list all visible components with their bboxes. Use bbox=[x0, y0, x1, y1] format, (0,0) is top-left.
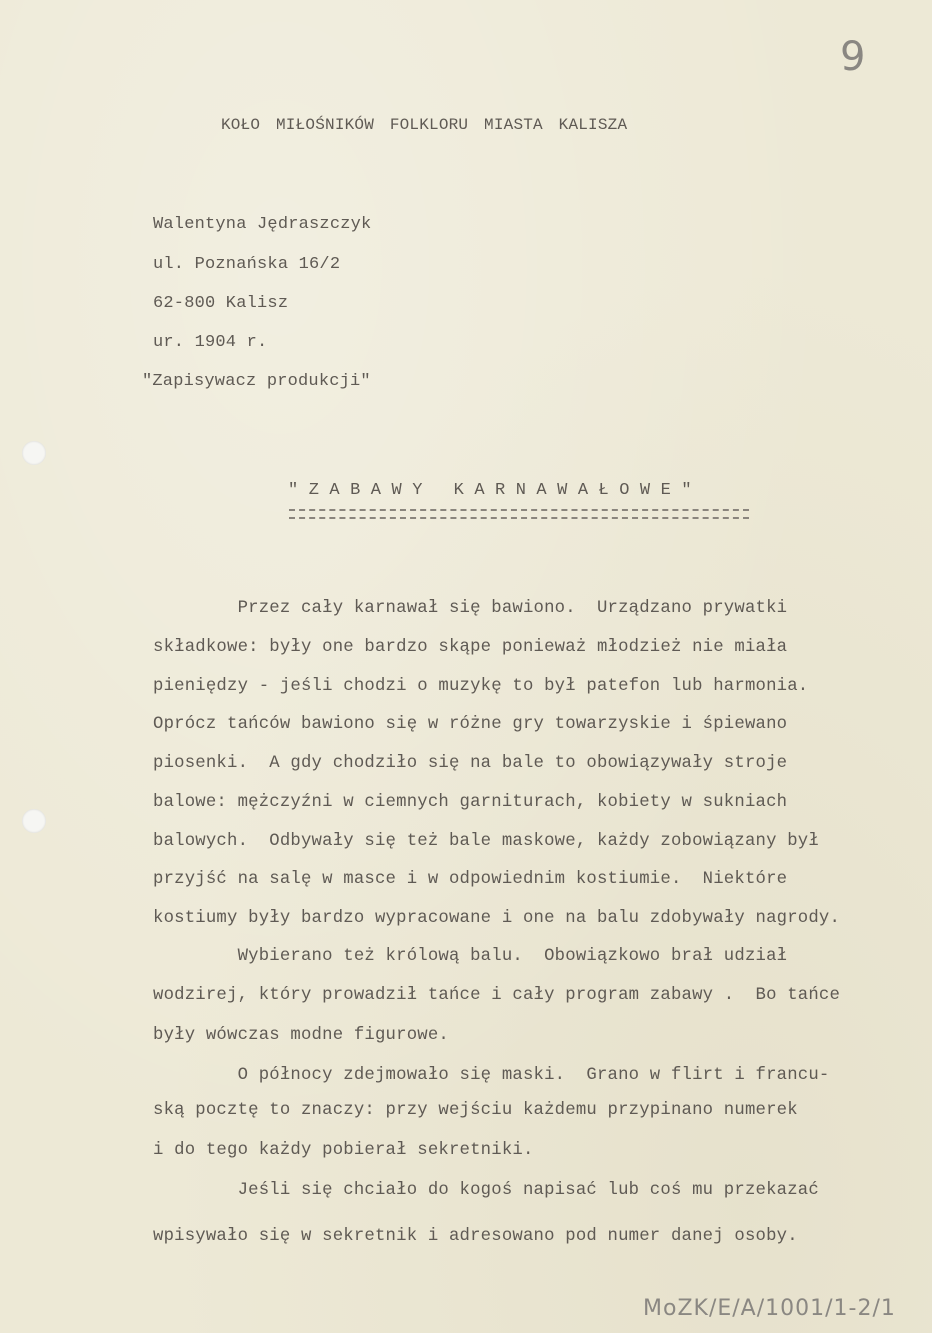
body-line: O północy zdejmowało się maski. Grano w flirt i francu- bbox=[153, 1066, 830, 1085]
body-line: Wybierano też królową balu. Obowiązkowo brał udział bbox=[153, 947, 788, 966]
body-line: balowych. Odbywały się też bale maskowe, każdy zobowiązany był bbox=[153, 832, 819, 851]
informant-name: Walentyna Jędraszczyk bbox=[153, 215, 372, 234]
punch-hole-bottom bbox=[22, 809, 46, 833]
archive-signature: MoZK/E/A/1001/1-2/1 bbox=[643, 1296, 896, 1321]
body-line: Przez cały karnawał się bawiono. Urządzano prywatki bbox=[153, 599, 788, 618]
body-line: przyjść na salę w masce i w odpowiednim kostiumie. Niektóre bbox=[153, 870, 788, 889]
body-line: piosenki. A gdy chodziło się na bale to obowiązywały stroje bbox=[153, 754, 788, 773]
body-line: pieniędzy - jeśli chodzi o muzykę to był patefon lub harmonia. bbox=[153, 677, 809, 696]
body-line: składkowe: były one bardzo skąpe ponieważ młodzież nie miała bbox=[153, 638, 788, 657]
body-line: były wówczas modne figurowe. bbox=[153, 1026, 449, 1045]
body-line: wodzirej, który prowadził tańce i cały program zabawy . Bo tańce bbox=[153, 986, 841, 1005]
title-double-underline bbox=[289, 509, 749, 519]
handwritten-page-number: 9 bbox=[840, 34, 866, 80]
body-line: kostiumy były bardzo wypracowane i one na balu zdobywały nagrody. bbox=[153, 909, 841, 928]
body-line: Oprócz tańców bawiono się w różne gry towarzyskie i śpiewano bbox=[153, 715, 788, 734]
organization-header: KOŁO MIŁOŚNIKÓW FOLKLORU MIASTA KALISZA bbox=[221, 116, 628, 134]
informant-city: 62-800 Kalisz bbox=[153, 294, 289, 313]
body-line: balowe: mężczyźni w ciemnych garniturach, kobiety w sukniach bbox=[153, 793, 788, 812]
punch-hole-top bbox=[22, 441, 46, 465]
body-line: ską pocztę to znaczy: przy wejściu każdemu przypinano numerek bbox=[153, 1101, 798, 1120]
informant-street: ul. Poznańska 16/2 bbox=[153, 255, 341, 274]
informant-role: "Zapisywacz produkcji" bbox=[142, 372, 371, 391]
body-line: i do tego każdy pobierał sekretniki. bbox=[153, 1141, 534, 1160]
body-line: Jeśli się chciało do kogoś napisać lub coś mu przekazać bbox=[153, 1181, 819, 1200]
informant-born: ur. 1904 r. bbox=[153, 333, 268, 352]
document-title: "ZABAWY KARNAWAŁOWE" bbox=[288, 481, 703, 500]
body-line: wpisywało się w sekretnik i adresowano pod numer danej osoby. bbox=[153, 1227, 798, 1246]
